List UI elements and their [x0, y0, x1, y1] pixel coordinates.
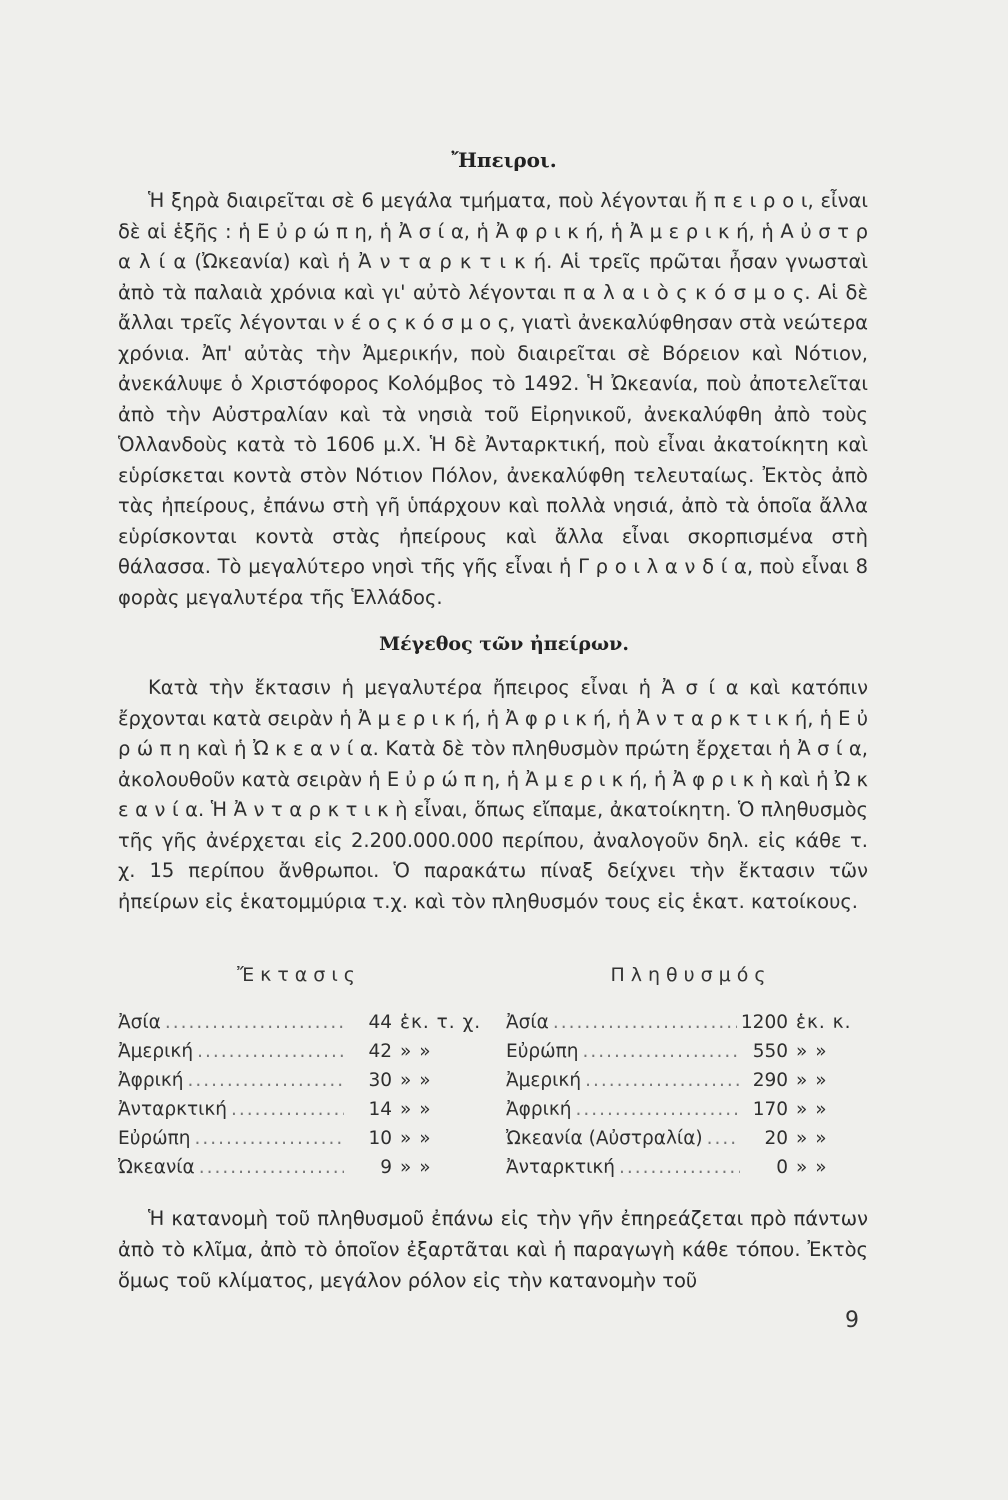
- table-row: [118, 1012, 480, 1041]
- paragraph-population-distribution: [118, 1203, 868, 1296]
- population-table: [506, 960, 876, 1186]
- row-value: 10: [368, 1128, 392, 1149]
- row-name: Ὠκεανία: [118, 1157, 195, 1178]
- row-unit: » »: [796, 1157, 828, 1178]
- row-unit: » »: [796, 1070, 828, 1091]
- row-name: Ἀνταρκτική: [118, 1099, 227, 1120]
- row-value: 170: [752, 1099, 788, 1120]
- table-row: [118, 1070, 480, 1099]
- table-row: [118, 1128, 480, 1157]
- row-name: Ὠκεανία (Αὐστραλία): [506, 1128, 703, 1149]
- row-name: Εὐρώπη: [506, 1041, 579, 1062]
- page-number: 9: [845, 1308, 859, 1333]
- table-row: [506, 1070, 876, 1099]
- row-value: 0: [776, 1157, 788, 1178]
- row-name: Ἀσία: [506, 1012, 549, 1033]
- row-name: Ἀμερική: [118, 1041, 194, 1062]
- row-unit: » »: [400, 1099, 432, 1120]
- row-value: 30: [368, 1070, 392, 1091]
- row-value: 1200: [740, 1012, 788, 1033]
- row-unit: ἑκ. τ. χ.: [400, 1012, 482, 1033]
- paragraph-continents: [118, 186, 868, 613]
- row-name: Ἀνταρκτική: [506, 1157, 615, 1178]
- row-name: Ἀμερική: [506, 1070, 582, 1091]
- row-unit: » »: [796, 1041, 828, 1062]
- table-row: [118, 1041, 480, 1070]
- paragraph-text: Κατὰ τὴν ἔκτασιν ἡ μεγαλυτέρα ἤπειρος εἶναι ἡ Ἀ σ ί α καὶ κατόπιν ἔρχονται κατὰ σειρὰν ἡ Ἀ μ ε ρ ι κ ή, ἡ Ἀ φ ρ ι κ ή, ἡ Ἀ ν τ α ρ κ τ ι κ ή, ἡ Ε ὐ ρ ώ π η καὶ ἡ Ὠ κ ε α ν ί α. Κατὰ δὲ τὸν πληθυσμὸν πρώτη ἔρχεται ἡ Ἀ σ ί α, ἀκολουθοῦν κατὰ σειρὰν ἡ Ε ὐ ρ ώ π η, ἡ Ἀ μ ε ρ ι κ ή, ἡ Ἀ φ ρ ι κ ὴ καὶ ἡ Ὠ κ ε α ν ί α. Ἡ Ἀ ν τ α ρ κ τ ι κ ὴ εἶναι, ὅπως εἴπαμε, ἀκατοίκητη. Ὁ πληθυσμὸς τῆς γῆς ἀνέρχεται εἰς 2.200.000.000 περίπου, ἀναλογοῦν δηλ. εἰς κάθε τ. χ. 15 περίπου ἄνθρωποι. Ὁ παρακάτω πίναξ δείχνει τὴν ἔκτασιν τῶν ἠπείρων εἰς ἑκατομμύρια τ.χ. καὶ τὸν πληθυσμόν τους εἰς ἑκατ. κατοίκους.: [118, 676, 868, 913]
- row-value: 20: [764, 1128, 788, 1149]
- row-value: 550: [752, 1041, 788, 1062]
- row-name: Ἀφρική: [506, 1099, 572, 1120]
- paragraph-size: [118, 673, 868, 917]
- table-row: [506, 1157, 876, 1186]
- row-value: 42: [368, 1041, 392, 1062]
- row-value: 44: [368, 1012, 392, 1033]
- row-name: Εὐρώπη: [118, 1128, 191, 1149]
- row-value: 9: [380, 1157, 392, 1178]
- table-row: [506, 1128, 876, 1157]
- row-unit: » »: [796, 1128, 828, 1149]
- row-name: Ἀσία: [118, 1012, 161, 1033]
- row-value: 290: [752, 1070, 788, 1091]
- row-unit: » »: [400, 1070, 432, 1091]
- section-heading-continents: Ἤπειροι.: [451, 148, 557, 172]
- area-table-header: Ἔκτασις: [237, 964, 361, 986]
- row-unit: ἑκ. κ.: [796, 1012, 852, 1033]
- table-row: [506, 1012, 876, 1041]
- paragraph-text: Ἡ ξηρὰ διαιρεῖται σὲ 6 μεγάλα τμήματα, ποὺ λέγονται ἤ π ε ι ρ ο ι, εἶναι δὲ αἱ ἑξῆς : ἡ Ε ὐ ρ ώ π η, ἡ Ἀ σ ί α, ἡ Ἀ φ ρ ι κ ή, ἡ Ἀ μ ε ρ ι κ ή, ἡ Α ὐ σ τ ρ α λ ί α (Ὠκεανία) καὶ ἡ Ἀ ν τ α ρ κ τ ι κ ή. Αἱ τρεῖς πρῶται ἦσαν γνωσταὶ ἀπὸ τὰ παλαιὰ χρόνια καὶ γι' αὐτὸ λέγονται π α λ α ι ὸ ς κ ό σ μ ο ς. Αἱ δὲ ἄλλαι τρεῖς λέγονται ν έ ο ς κ ό σ μ ο ς, γιατὶ ἀνεκαλύφθησαν στὰ νεώτερα χρόνια. Ἀπ' αὐτὰς τὴν Ἀμερικήν, ποὺ διαιρεῖται σὲ Βόρειον καὶ Νότιον, ἀνεκάλυψε ὁ Χριστόφορος Κολόμβος τὸ 1492. Ἡ Ὠκεανία, ποὺ ἀποτελεῖται ἀπὸ τὴν Αὐστραλίαν καὶ τὰ νησιὰ τοῦ Εἰρηνικοῦ, ἀνεκαλύφθη ἀπὸ τοὺς Ὁλλανδοὺς κατὰ τὸ 1606 μ.Χ. Ἡ δὲ Ἀνταρκτική, ποὺ εἶναι ἀκατοίκητη καὶ εὑρίσκεται κοντὰ στὸν Νότιον Πόλον, ἀνεκαλύφθη τελευταίως. Ἐκτὸς ἀπὸ τὰς ἠπείρους, ἐπάνω στὴ γῆ ὑπάρχουν καὶ πολλὰ νησιά, ἀπὸ τὰ ὁποῖα ἄλλα εὑρίσκονται κοντὰ στὰς ἠπείρους καὶ ἄλλα εἶναι σκορπισμένα στὴ θάλασσα. Τὸ μεγαλύτερο νησὶ τῆς γῆς εἶναι ἡ Γ ρ ο ι λ α ν δ ί α, ποὺ εἶναι 8 φορὰς μεγαλυτέρα τῆς Ἑλλάδος.: [118, 189, 868, 609]
- row-unit: » »: [400, 1157, 432, 1178]
- section-heading-size: Μέγεθος τῶν ἠπείρων.: [379, 633, 629, 655]
- table-row: [506, 1041, 876, 1070]
- paragraph-text: Ἡ κατανομὴ τοῦ πληθυσμοῦ ἐπάνω εἰς τὴν γῆν ἐπηρεάζεται πρὸ πάντων ἀπὸ τὸ κλῖμα, ἀπὸ τὸ ὁποῖον ἐξαρτᾶται καὶ ἡ παραγωγὴ κάθε τόπου. Ἐκτὸς ὅμως τοῦ κλίματος, μεγάλον ρόλον εἰς τὴν κατανομὴν τοῦ: [118, 1207, 868, 1292]
- population-table-header: Πληθυσμός: [610, 964, 772, 986]
- area-table: [118, 960, 480, 1186]
- row-name: Ἀφρική: [118, 1070, 184, 1091]
- row-value: 14: [368, 1099, 392, 1120]
- row-unit: » »: [400, 1041, 432, 1062]
- table-row: [118, 1157, 480, 1186]
- table-row: [506, 1099, 876, 1128]
- statistics-tables: [118, 960, 868, 1190]
- row-unit: » »: [400, 1128, 432, 1149]
- table-row: [118, 1099, 480, 1128]
- row-unit: » »: [796, 1099, 828, 1120]
